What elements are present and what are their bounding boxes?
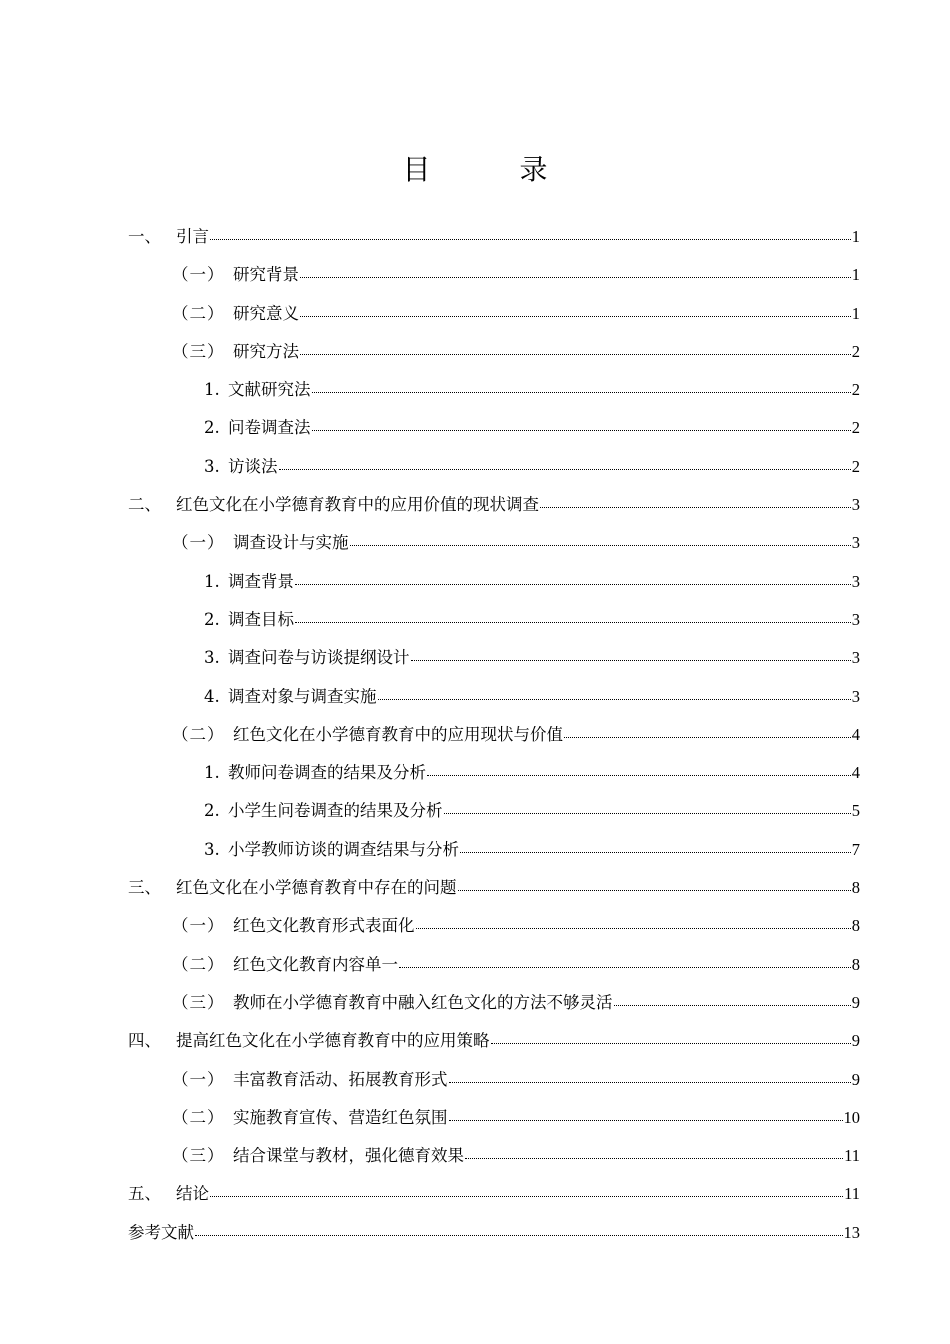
toc-page-number: 10 (843, 1107, 860, 1127)
toc-dot-leader (195, 1221, 843, 1236)
toc-entry-title: 红色文化在小学德育教育中的应用价值的现状调查 (176, 495, 539, 515)
toc-title: 目 录 (402, 153, 588, 186)
toc-dot-leader (300, 340, 851, 355)
toc-entry-number: 五、 (128, 1184, 161, 1204)
toc-entry[interactable] (128, 374, 860, 412)
toc-entry-number: （一） (172, 1069, 225, 1089)
toc-page-number: 8 (851, 954, 860, 974)
toc-entry-title: 调查背景 (228, 571, 294, 591)
toc-dot-leader (564, 723, 851, 738)
toc-dot-leader (465, 1144, 843, 1159)
toc-page-number: 1 (851, 265, 860, 285)
toc-page-number: 1 (851, 303, 860, 323)
toc-dot-leader (449, 1106, 843, 1121)
toc-entry[interactable] (128, 1178, 860, 1216)
toc-entry[interactable] (128, 1140, 860, 1178)
toc-dot-leader (411, 646, 851, 661)
toc-entry-title: 丰富教育活动、拓展教育形式 (233, 1069, 448, 1089)
toc-entry-title: 访谈法 (228, 456, 278, 476)
toc-page-number: 4 (851, 724, 860, 744)
table-of-contents (128, 221, 860, 1255)
toc-entry[interactable] (128, 566, 860, 604)
toc-entry-title: 红色文化在小学德育教育中存在的问题 (176, 878, 457, 898)
toc-entry[interactable] (128, 336, 860, 374)
toc-entry-number: （一） (172, 265, 225, 285)
toc-entry[interactable] (128, 1064, 860, 1102)
toc-page-number: 2 (851, 418, 860, 438)
toc-entry-title: 调查设计与实施 (233, 533, 349, 553)
toc-dot-leader (378, 685, 851, 700)
toc-entry-number: 3. (204, 456, 220, 476)
toc-page-number: 8 (851, 916, 860, 936)
toc-entry-number: 四、 (128, 1031, 161, 1051)
toc-entry-title: 参考文献 (128, 1222, 194, 1242)
toc-entry[interactable] (128, 259, 860, 297)
toc-entry-number: （二） (172, 724, 225, 744)
toc-dot-leader (449, 1068, 851, 1083)
toc-entry-title: 调查对象与调查实施 (228, 686, 377, 706)
toc-dot-leader (427, 761, 851, 776)
toc-dot-leader (210, 1182, 843, 1197)
toc-entry-number: （三） (172, 1146, 225, 1166)
toc-entry[interactable] (128, 412, 860, 450)
toc-entry-title: 调查目标 (228, 609, 294, 629)
toc-entry[interactable] (128, 1102, 860, 1140)
toc-entry[interactable] (128, 987, 860, 1025)
toc-entry-title: 提高红色文化在小学德育教育中的应用策略 (176, 1031, 490, 1051)
toc-entry[interactable] (128, 604, 860, 642)
toc-entry-title: 调查问卷与访谈提纲设计 (228, 648, 410, 668)
toc-entry-number: 3. (204, 839, 220, 859)
toc-entry-title: 小学教师访谈的调查结果与分析 (228, 839, 459, 859)
toc-page-number: 8 (851, 878, 860, 898)
toc-entry-title: 实施教育宣传、营造红色氛围 (233, 1107, 448, 1127)
toc-entry[interactable] (128, 298, 860, 336)
toc-entry-number: 2. (204, 609, 220, 629)
toc-page-number: 4 (851, 763, 860, 783)
toc-entry-number: （三） (172, 341, 225, 361)
toc-entry-title: 教师在小学德育教育中融入红色文化的方法不够灵活 (233, 992, 613, 1012)
toc-entry-title: 结合课堂与教材，强化德育效果 (233, 1146, 464, 1166)
toc-entry-title: 教师问卷调查的结果及分析 (228, 763, 426, 783)
toc-entry-title: 引言 (176, 227, 209, 246)
toc-entry[interactable] (128, 757, 860, 795)
toc-entry-number: 2. (204, 801, 220, 821)
toc-entry[interactable] (128, 1217, 860, 1255)
toc-dot-leader (300, 302, 851, 317)
toc-entry-title: 红色文化教育形式表面化 (233, 916, 415, 936)
toc-page-number: 3 (851, 571, 860, 591)
toc-entry[interactable] (128, 949, 860, 987)
toc-entry-title: 小学生问卷调查的结果及分析 (228, 801, 443, 821)
toc-dot-leader (312, 378, 851, 393)
toc-page-number: 3 (851, 686, 860, 706)
toc-page-number: 13 (843, 1222, 860, 1242)
toc-entry[interactable] (128, 681, 860, 719)
toc-dot-leader (295, 570, 851, 585)
toc-page-number: 9 (851, 992, 860, 1012)
toc-page-number: 9 (851, 1069, 860, 1089)
toc-page-number: 3 (851, 609, 860, 629)
toc-entry-number: 三、 (128, 878, 161, 898)
toc-entry-number: 3. (204, 648, 220, 668)
toc-entry-number: （一） (172, 533, 225, 553)
toc-page-number: 11 (844, 1146, 860, 1166)
toc-entry-number: 2. (204, 418, 220, 438)
toc-entry-number: （二） (172, 303, 225, 323)
toc-dot-leader (416, 914, 851, 929)
toc-entry-number: （二） (172, 1107, 225, 1127)
toc-dot-leader (312, 416, 851, 431)
toc-entry[interactable] (128, 221, 860, 259)
toc-entry-title: 结论 (176, 1184, 209, 1204)
toc-dot-leader (399, 953, 851, 968)
toc-entry-number: 二、 (128, 495, 161, 515)
toc-entry-number: 1. (204, 380, 220, 400)
toc-entry[interactable] (128, 451, 860, 489)
toc-entry-number: 1. (204, 763, 220, 783)
toc-entry-number: 一、 (128, 227, 161, 246)
toc-dot-leader (540, 493, 851, 508)
toc-entry[interactable] (128, 719, 860, 757)
toc-entry[interactable] (128, 642, 860, 680)
toc-page-number: 11 (844, 1184, 860, 1204)
toc-entry[interactable] (128, 910, 860, 948)
toc-dot-leader (460, 838, 851, 853)
toc-entry[interactable] (128, 834, 860, 872)
toc-entry-title: 红色文化教育内容单一 (233, 954, 398, 974)
toc-entry-number: 1. (204, 571, 220, 591)
toc-entry-number: 4. (204, 686, 220, 706)
toc-entry[interactable] (128, 1025, 860, 1063)
toc-dot-leader (279, 455, 851, 470)
toc-entry[interactable] (128, 872, 860, 910)
toc-dot-leader (444, 799, 851, 814)
toc-entry[interactable] (128, 527, 860, 565)
toc-page-number: 1 (851, 227, 860, 246)
toc-entry-title: 研究方法 (233, 341, 299, 361)
toc-page-number: 5 (851, 801, 860, 821)
toc-page-number: 9 (851, 1031, 860, 1051)
toc-page-number: 2 (851, 456, 860, 476)
toc-page-number: 3 (851, 495, 860, 515)
toc-entry-title: 文献研究法 (228, 380, 311, 400)
toc-entry-number: （二） (172, 954, 225, 974)
toc-dot-leader (458, 876, 851, 891)
toc-entry-number: （一） (172, 916, 225, 936)
toc-dot-leader (350, 531, 851, 546)
toc-dot-leader (491, 1029, 851, 1044)
toc-entry-title: 研究背景 (233, 265, 299, 285)
toc-entry-number: （三） (172, 992, 225, 1012)
toc-entry-title: 红色文化在小学德育教育中的应用现状与价值 (233, 724, 563, 744)
toc-dot-leader (210, 225, 851, 240)
toc-entry-title: 问卷调查法 (228, 418, 311, 438)
toc-page-number: 2 (851, 380, 860, 400)
toc-page-number: 3 (851, 648, 860, 668)
toc-page-number: 2 (851, 341, 860, 361)
toc-entry[interactable] (128, 489, 860, 527)
toc-entry[interactable] (128, 795, 860, 833)
toc-dot-leader (614, 991, 851, 1006)
toc-dot-leader (300, 263, 851, 278)
toc-entry-title: 研究意义 (233, 303, 299, 323)
toc-dot-leader (295, 608, 851, 623)
toc-page-number: 3 (851, 533, 860, 553)
toc-page-number: 7 (851, 839, 860, 859)
